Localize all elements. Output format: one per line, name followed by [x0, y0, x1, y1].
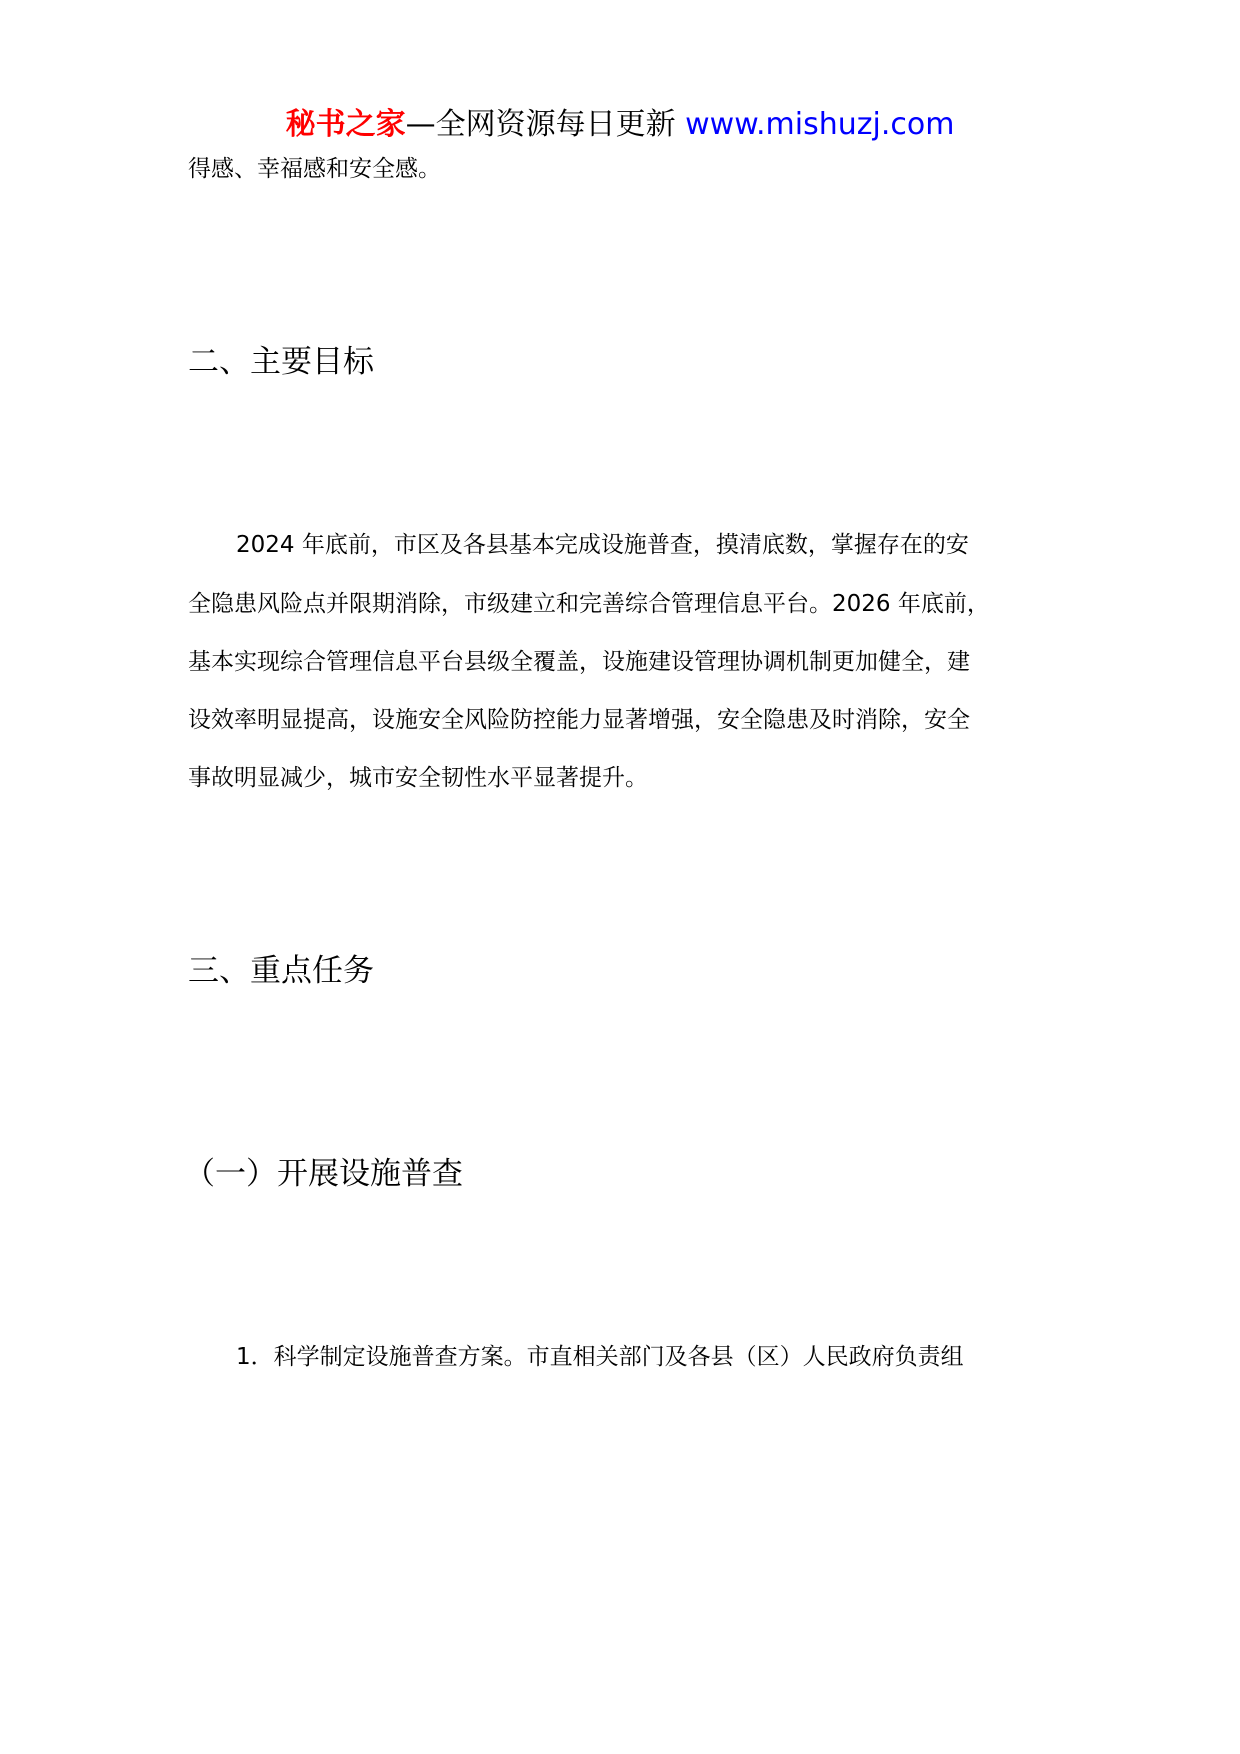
section-heading-key-tasks: 三、重点任务: [188, 953, 374, 989]
goals-paragraph-line: 基本实现综合管理信息平台县级全覆盖，设施建设管理协调机制更加健全，建: [188, 649, 970, 675]
goals-paragraph-line: 设效率明显提高，设施安全风险防控能力显著增强，安全隐患及时消除，安全: [188, 707, 970, 733]
task-item-line: 1．科学制定设施普查方案。市直相关部门及各县（区）人民政府负责组: [236, 1344, 964, 1370]
goals-paragraph-line: 2024 年底前，市区及各县基本完成设施普查，摸清底数，掌握存在的安: [236, 532, 969, 558]
goals-paragraph-line: 全隐患风险点并限期消除，市级建立和完善综合管理信息平台。2026 年底前，: [188, 591, 990, 617]
brand-name: 秘书之家: [285, 107, 406, 142]
paragraph-continuation: 得感、幸福感和安全感。: [188, 156, 441, 182]
site-header: [0, 103, 1240, 147]
site-url-link[interactable]: www.mishuzj.com: [685, 107, 955, 142]
subsection-heading-facility-survey: （一）开展设施普查: [184, 1156, 463, 1192]
section-heading-main-goals: 二、主要目标: [188, 344, 374, 380]
goals-paragraph-line: 事故明显减少，城市安全韧性水平显著提升。: [188, 765, 648, 791]
header-tagline: —全网资源每日更新: [405, 107, 686, 142]
